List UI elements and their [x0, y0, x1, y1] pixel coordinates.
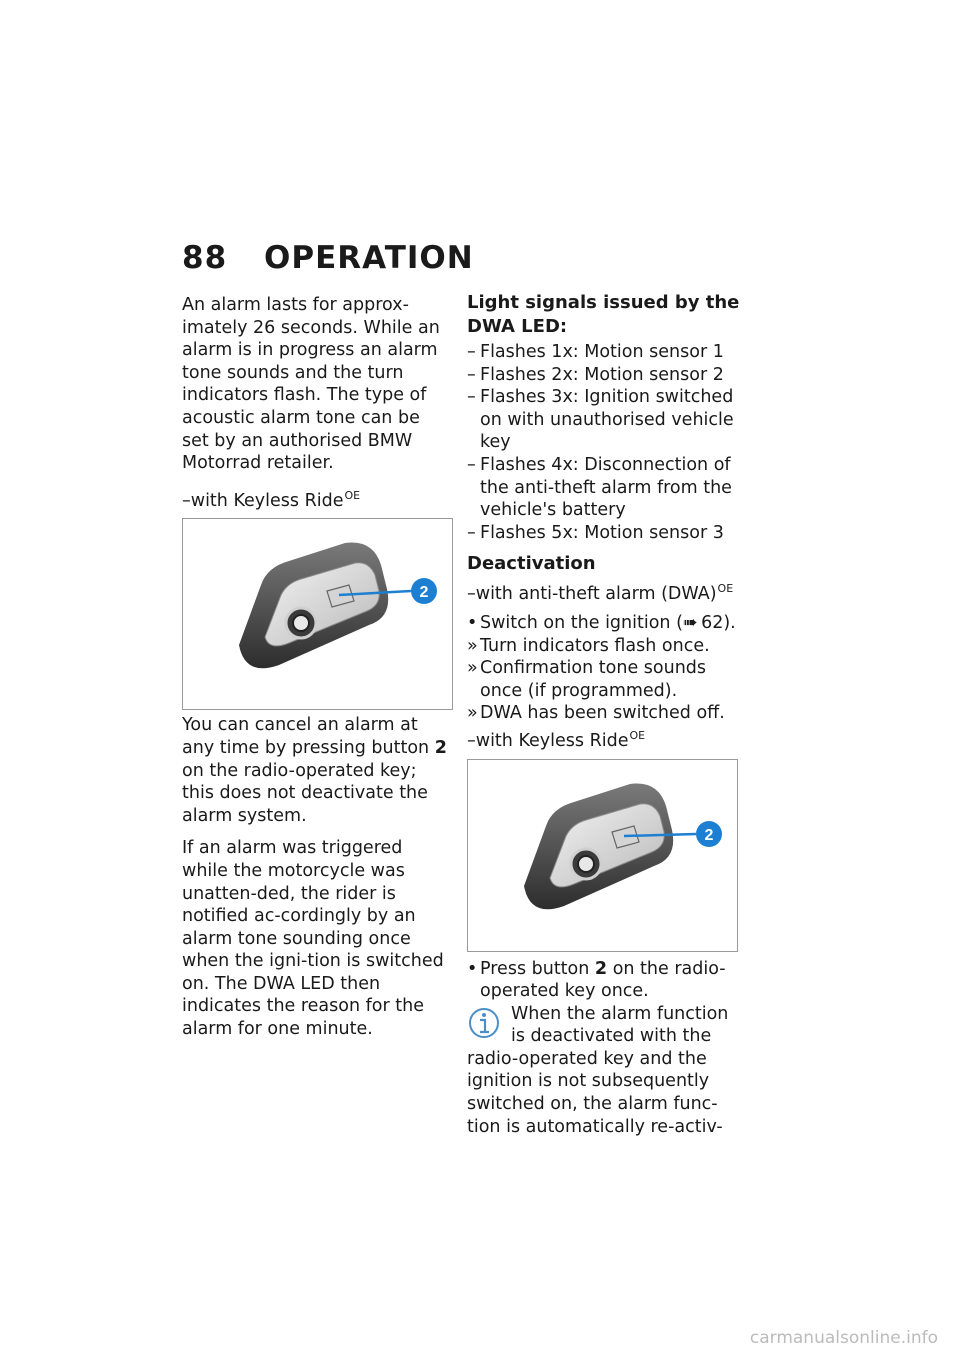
dwa-condition: –with anti-theft alarm (DWA)$^{OE}$: [467, 582, 734, 605]
list-item: – Flashes 4x: Disconnection of the anti-theft alarm from the vehicle's battery: [467, 454, 732, 521]
result-item: » Confirmation tone sounds once (if programmed).: [467, 658, 707, 701]
cancel-alarm-paragraph: You can cancel an alarm at any time by pressing button 2 on the radio-operated key; this does not deactivate the alarm system.: [182, 715, 447, 826]
page-header: [182, 240, 474, 276]
info-icon: [467, 1005, 501, 1052]
deactivation-heading: Deactivation: [467, 553, 596, 575]
callout-label: 2: [704, 826, 714, 844]
watermark: carmanualsonline.info: [749, 1328, 938, 1348]
list-item: – Flashes 3x: Ignition switched on with unauthorised vehicle key: [467, 387, 734, 453]
step-press-button: • Press button 2 on the radio-operated key once.: [467, 958, 726, 1002]
right-column: [467, 291, 747, 1138]
result-item: » DWA has been switched off.: [467, 703, 725, 724]
key-figure: [182, 518, 453, 710]
page-number: 88: [182, 240, 228, 276]
list-item: – Flashes 2x: Motion sensor 2: [467, 364, 724, 385]
keyless-ride-condition: –with Keyless Ride$^{OE}$: [467, 728, 646, 751]
section-title: OPERATION: [264, 240, 474, 276]
oe-badge: OE: [629, 728, 646, 742]
key-figure: [467, 759, 738, 952]
radio-key-illustration: [468, 760, 737, 951]
left-column: [182, 294, 452, 1051]
light-signals-heading: Light signals issued by the DWA LED:: [467, 292, 740, 337]
oe-badge: OE: [344, 488, 361, 502]
step-switch-on-ignition: • Switch on the ignition (➠ 62).: [467, 612, 736, 633]
page-ref-arrow-icon: ➠: [682, 612, 698, 633]
list-item: – Flashes 5x: Motion sensor 3: [467, 522, 724, 543]
oe-badge: OE: [717, 582, 734, 596]
page-ref-link[interactable]: 62: [701, 612, 724, 633]
keyless-ride-condition: –with Keyless Ride$^{OE}$: [182, 488, 361, 511]
alarm-notification-paragraph: If an alarm was triggered while the motorcycle was unatten-ded, the rider is notified ac-cordingly by an alarm tone sounding once when the igni-tion is switched on. The DWA LED then indicates the reason for the alarm for one minute.: [182, 838, 444, 1040]
result-item: » Turn indicators flash once.: [467, 635, 710, 656]
list-item: – Flashes 1x: Motion sensor 1: [467, 342, 724, 362]
alarm-duration-paragraph: An alarm lasts for approx-imately 26 seconds. While an alarm is in progress an alarm tone sounds and the turn indicators flash. The type of acoustic alarm tone can be set by an authorised BMW Motorrad retailer.: [182, 295, 440, 474]
info-note: When the alarm function is deactivated with the radio-operated key and the ignition is not subsequently switched on, the alarm func-tion is automatically re-activ-: [467, 1003, 729, 1137]
radio-key-illustration: [183, 519, 452, 709]
callout-label: 2: [419, 584, 429, 602]
